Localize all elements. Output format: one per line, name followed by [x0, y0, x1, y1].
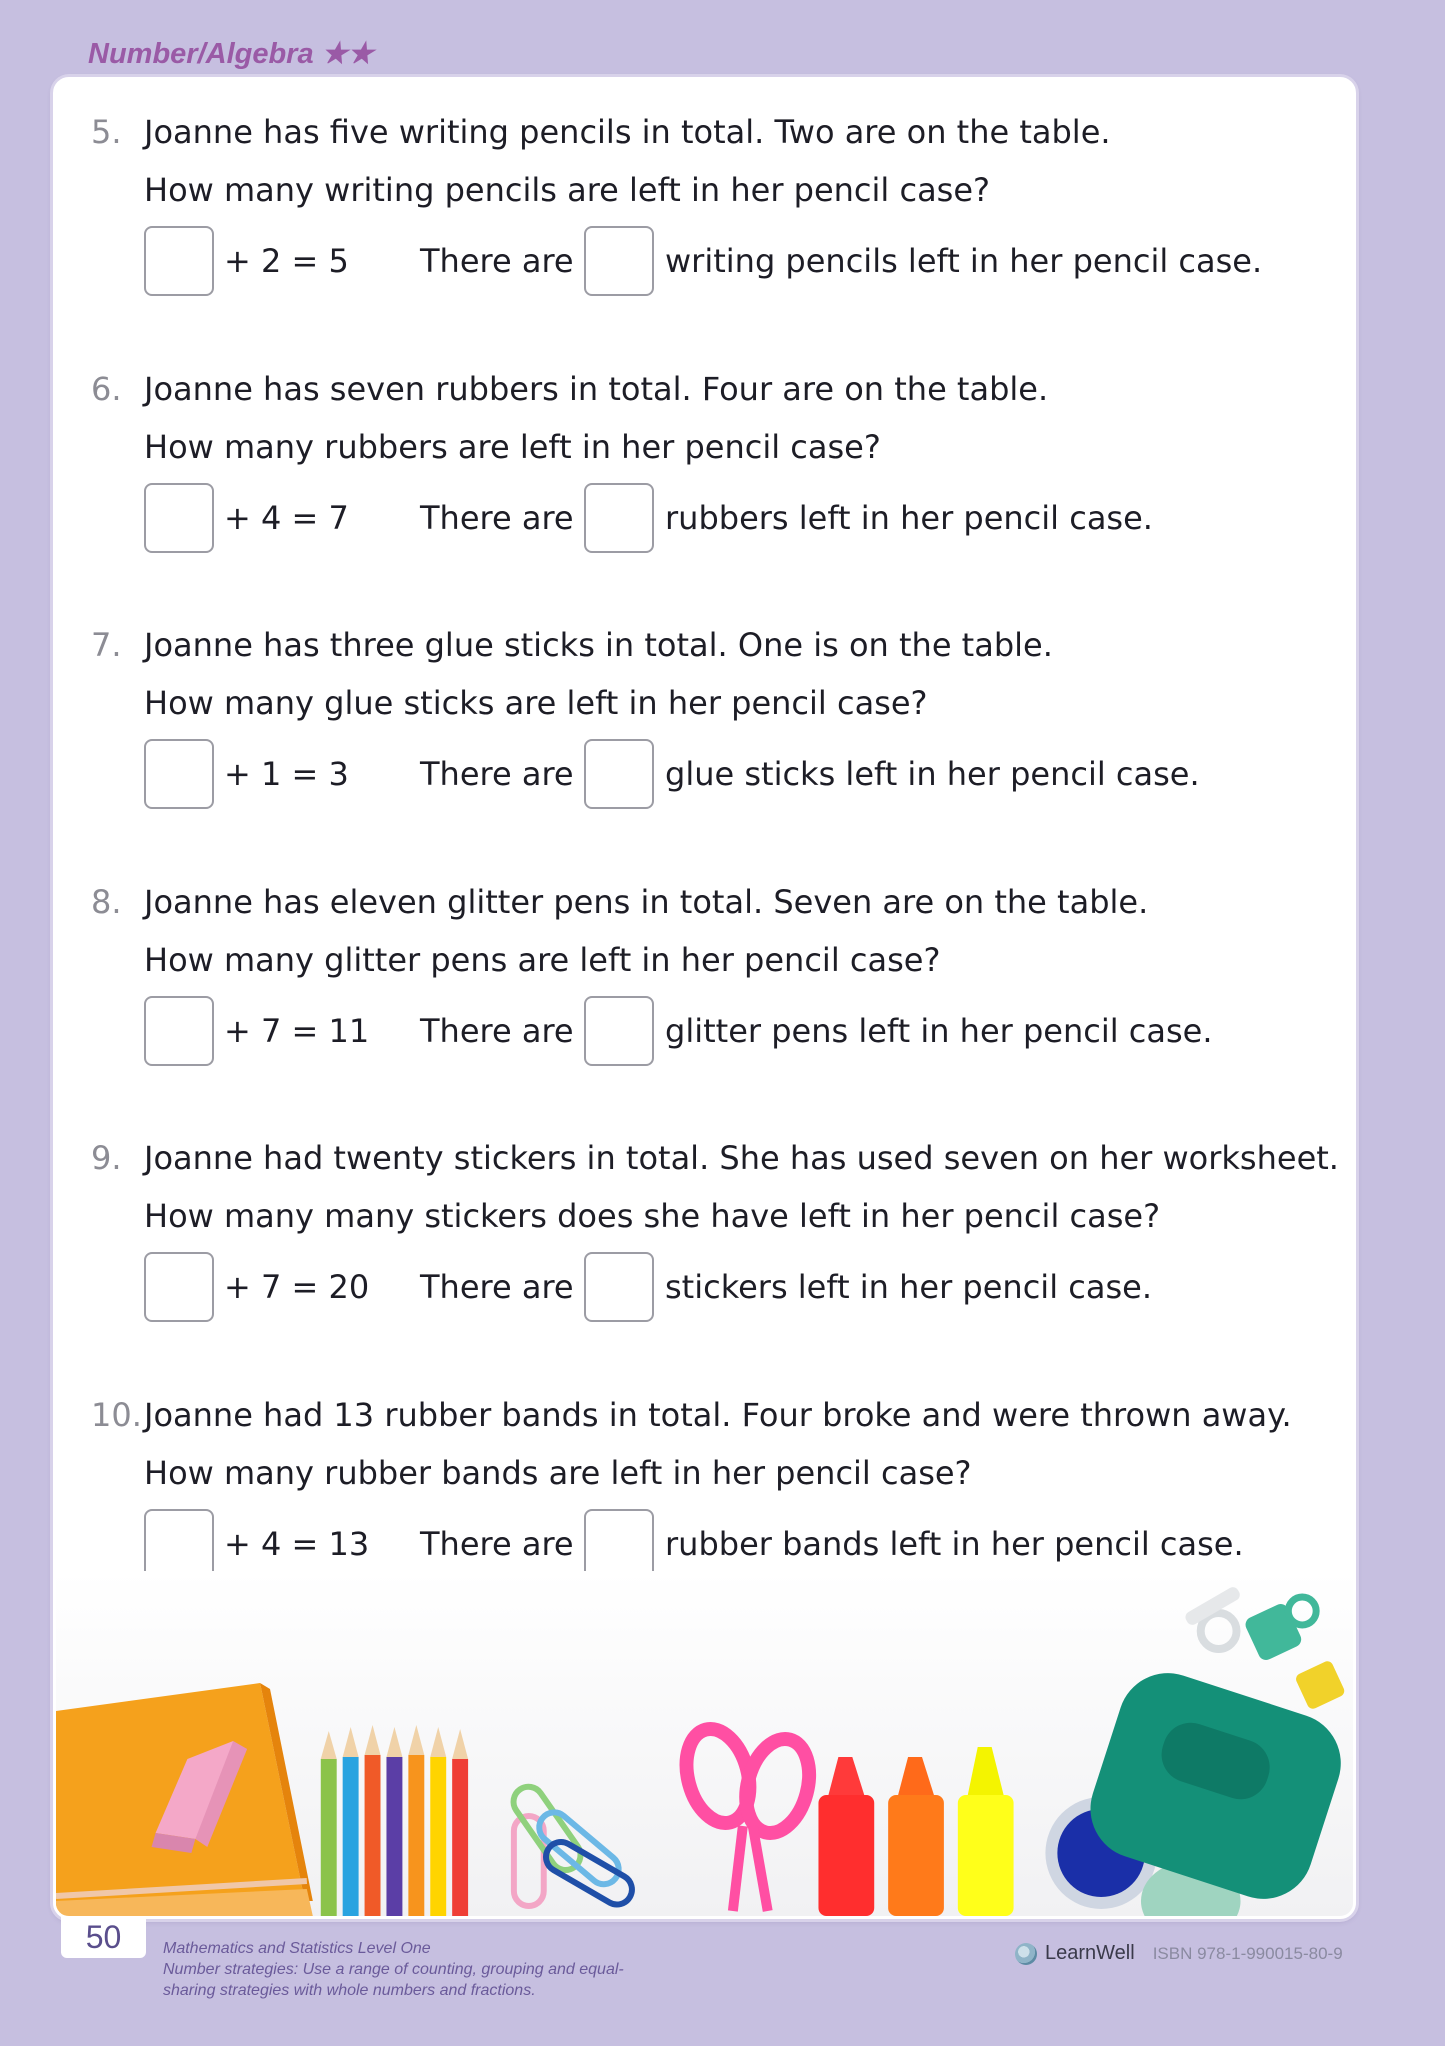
question-prompt: How many rubber bands are left in her pencil case?	[144, 1454, 972, 1492]
question-text: Joanne has seven rubbers in total. Four are on the table.	[144, 370, 1049, 408]
stationery-illustration	[56, 1571, 1353, 1916]
question-number: 8.	[91, 883, 122, 921]
sentence-suffix: glue sticks left in her pencil case.	[665, 755, 1200, 793]
question-prompt: How many writing pencils are left in her pencil case?	[144, 171, 991, 209]
there-are-label: There are	[420, 242, 574, 280]
question-prompt: How many glue sticks are left in her pencil case?	[144, 684, 928, 722]
there-are-label: There are	[420, 755, 574, 793]
sentence-suffix: rubbers left in her pencil case.	[665, 499, 1153, 537]
sentence-answer-box[interactable]	[584, 739, 654, 809]
learnwell-logo-icon	[1015, 1943, 1037, 1965]
sentence-suffix: stickers left in her pencil case.	[665, 1268, 1152, 1306]
sentence-suffix: writing pencils left in her pencil case.	[665, 242, 1263, 280]
equation-answer-box[interactable]	[144, 483, 214, 553]
sentence-answer-box[interactable]	[584, 996, 654, 1066]
equation-answer-box[interactable]	[144, 226, 214, 296]
sentence-answer-box[interactable]	[584, 1509, 654, 1579]
question-text: Joanne has five writing pencils in total. Two are on the table.	[144, 113, 1111, 151]
footer-publisher	[1015, 1942, 1343, 1965]
equation-answer-box[interactable]	[144, 996, 214, 1066]
answer-row	[56, 1252, 1353, 1324]
there-are-label: There are	[420, 499, 574, 537]
equation-answer-box[interactable]	[144, 1509, 214, 1579]
question-prompt: How many rubbers are left in her pencil case?	[144, 428, 881, 466]
question-number: 5.	[91, 113, 122, 151]
strategy-line-1: Number strategies: Use a range of counting, grouping and equal-	[163, 1961, 624, 1978]
sentence-answer-box[interactable]	[584, 226, 654, 296]
question-prompt: How many glitter pens are left in her pencil case?	[144, 941, 941, 979]
sentence-suffix: glitter pens left in her pencil case.	[665, 1012, 1213, 1050]
answer-row	[56, 483, 1353, 555]
section-header: Number/Algebra ★★	[88, 38, 374, 70]
there-are-label: There are	[420, 1012, 574, 1050]
question-number: 9.	[91, 1139, 122, 1177]
equation-text: + 4 = 13	[224, 1525, 370, 1563]
worksheet-card	[53, 77, 1356, 1919]
isbn-text: ISBN 978-1-990015-80-9	[1152, 1943, 1343, 1963]
equation-text: + 2 = 5	[224, 242, 349, 280]
question-number: 10.	[91, 1396, 142, 1434]
book-title: Mathematics and Statistics Level One	[163, 1940, 431, 1957]
question-number: 6.	[91, 370, 122, 408]
equation-answer-box[interactable]	[144, 739, 214, 809]
strategy-line-2: sharing strategies with whole numbers and fractions.	[163, 1982, 536, 1999]
question-number: 7.	[91, 626, 122, 664]
answer-row	[56, 996, 1353, 1068]
there-are-label: There are	[420, 1525, 574, 1563]
highlighters	[818, 1747, 1013, 1916]
question-text: Joanne had twenty stickers in total. She has used seven on her worksheet.	[144, 1139, 1339, 1177]
question-prompt: How many many stickers does she have left in her pencil case?	[144, 1197, 1161, 1235]
equation-text: + 7 = 20	[224, 1268, 370, 1306]
question-text: Joanne has three glue sticks in total. One is on the table.	[144, 626, 1053, 664]
sentence-suffix: rubber bands left in her pencil case.	[665, 1525, 1244, 1563]
equation-text: + 1 = 3	[224, 755, 349, 793]
question-text: Joanne has eleven glitter pens in total. Seven are on the table.	[144, 883, 1149, 921]
sentence-answer-box[interactable]	[584, 1252, 654, 1322]
question-text: Joanne had 13 rubber bands in total. Four broke and were thrown away.	[144, 1396, 1292, 1434]
equation-text: + 4 = 7	[224, 499, 349, 537]
page-number: 50	[61, 1916, 146, 1958]
equation-text: + 7 = 11	[224, 1012, 370, 1050]
sentence-answer-box[interactable]	[584, 483, 654, 553]
there-are-label: There are	[420, 1268, 574, 1306]
brand-name: LearnWell	[1045, 1942, 1135, 1964]
equation-answer-box[interactable]	[144, 1252, 214, 1322]
answer-row	[56, 226, 1353, 298]
answer-row	[56, 739, 1353, 811]
footer-book-info	[163, 1938, 624, 2001]
